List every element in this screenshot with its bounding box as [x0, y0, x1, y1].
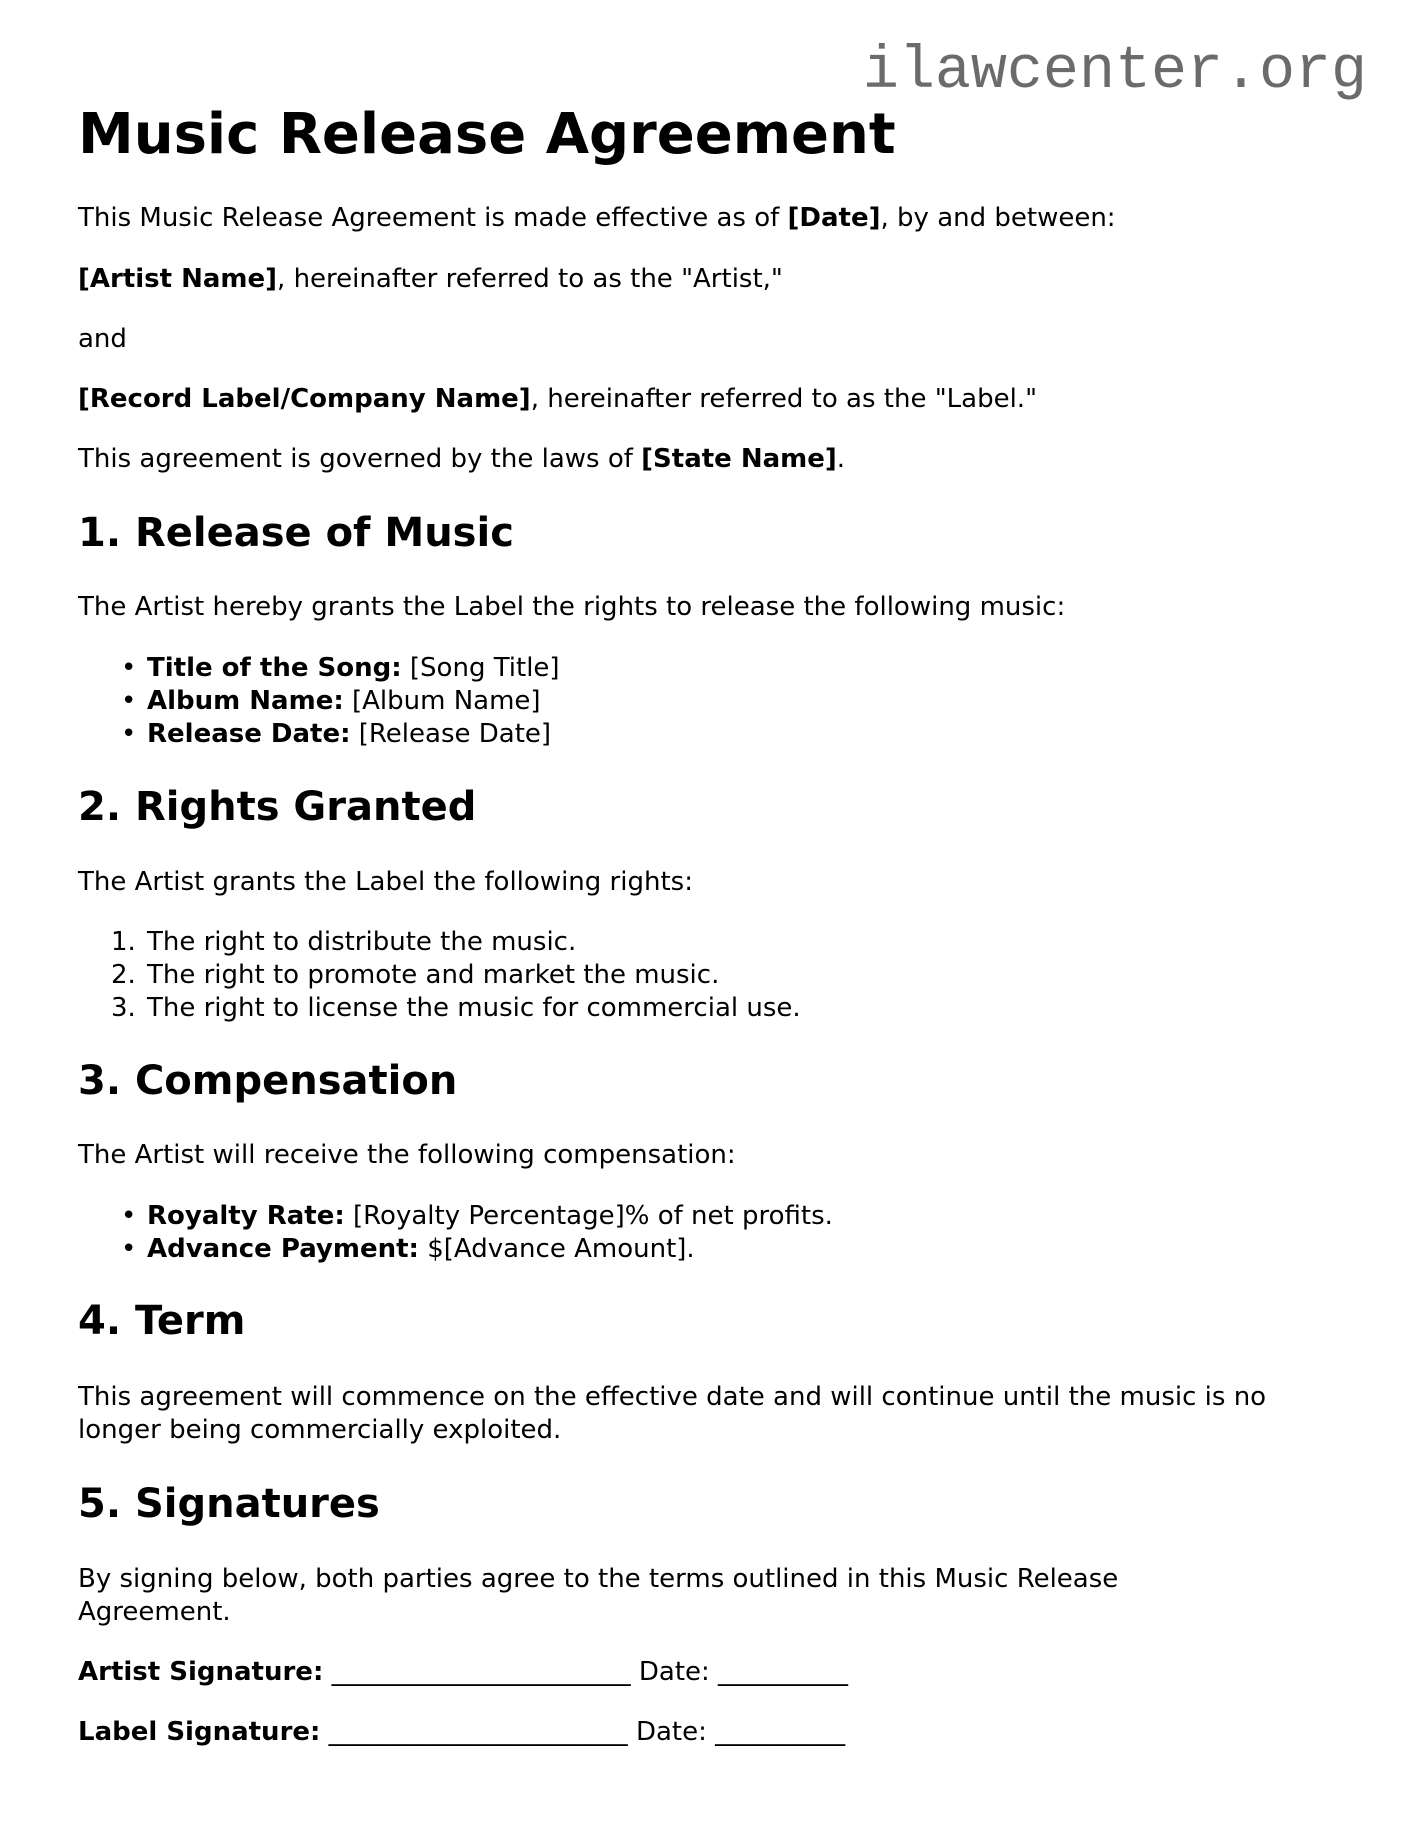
- page-title: Music Release Agreement: [78, 102, 896, 167]
- section-body-rights: The Artist grants the Label the following rights:: [78, 867, 693, 897]
- section-body-term: This agreement will commence on the effective date and will continue until the music is no longer being commercially exploited.: [78, 1382, 1267, 1445]
- section-heading-release: 1. Release of Music: [78, 510, 514, 556]
- section-heading-signatures: 5. Signatures: [78, 1481, 380, 1527]
- bullet-icon: •: [121, 1234, 137, 1264]
- list-item: 1. The right to distribute the music.: [111, 927, 577, 957]
- intro-label: [Record Label/Company Name], hereinafter referred to as the "Label.": [78, 384, 1038, 414]
- bullet-icon: •: [121, 686, 137, 716]
- list-item: • Album Name: [Album Name]: [121, 686, 541, 716]
- artist-date-field[interactable]: __________: [709, 1657, 849, 1687]
- list-item: • Royalty Rate: [Royalty Percentage]% of net profits.: [121, 1201, 833, 1231]
- bullet-icon: •: [121, 719, 137, 749]
- artist-name-placeholder: [Artist Name]: [78, 264, 278, 294]
- list-item: • Title of the Song: [Song Title]: [121, 653, 560, 683]
- section-heading-term: 4. Term: [78, 1298, 246, 1344]
- list-item: 2. The right to promote and market the music.: [111, 960, 720, 990]
- section-body-release: The Artist hereby grants the Label the rights to release the following music:: [78, 592, 1066, 622]
- label-signature-line[interactable]: Label Signature: _______________________ Date: __________: [78, 1717, 846, 1747]
- date-placeholder: [Date]: [787, 203, 881, 233]
- list-item: 3. The right to license the music for commercial use.: [111, 993, 801, 1023]
- bullet-icon: •: [121, 653, 137, 683]
- state-name-placeholder: [State Name]: [641, 444, 837, 474]
- label-date-field[interactable]: __________: [706, 1717, 846, 1747]
- intro-and: and: [78, 324, 127, 354]
- label-name-placeholder: [Record Label/Company Name]: [78, 384, 531, 414]
- section-body-signatures: By signing below, both parties agree to the terms outlined in this Music Release Agreement.: [78, 1564, 1119, 1627]
- section-heading-rights: 2. Rights Granted: [78, 784, 477, 830]
- intro-governing-law: This agreement is governed by the laws of [State Name].: [78, 444, 846, 474]
- bullet-icon: •: [121, 1201, 137, 1231]
- list-item: • Advance Payment: $[Advance Amount].: [121, 1234, 695, 1264]
- artist-signature-line[interactable]: Artist Signature: _______________________ Date: __________: [78, 1657, 849, 1687]
- watermark: ilawcenter.org: [862, 38, 1367, 106]
- section-heading-compensation: 3. Compensation: [78, 1058, 458, 1104]
- intro-effective-date: This Music Release Agreement is made effective as of [Date], by and between:: [78, 203, 1116, 233]
- intro-artist: [Artist Name], hereinafter referred to as the "Artist,": [78, 264, 783, 294]
- list-item: • Release Date: [Release Date]: [121, 719, 552, 749]
- section-body-compensation: The Artist will receive the following compensation:: [78, 1140, 736, 1170]
